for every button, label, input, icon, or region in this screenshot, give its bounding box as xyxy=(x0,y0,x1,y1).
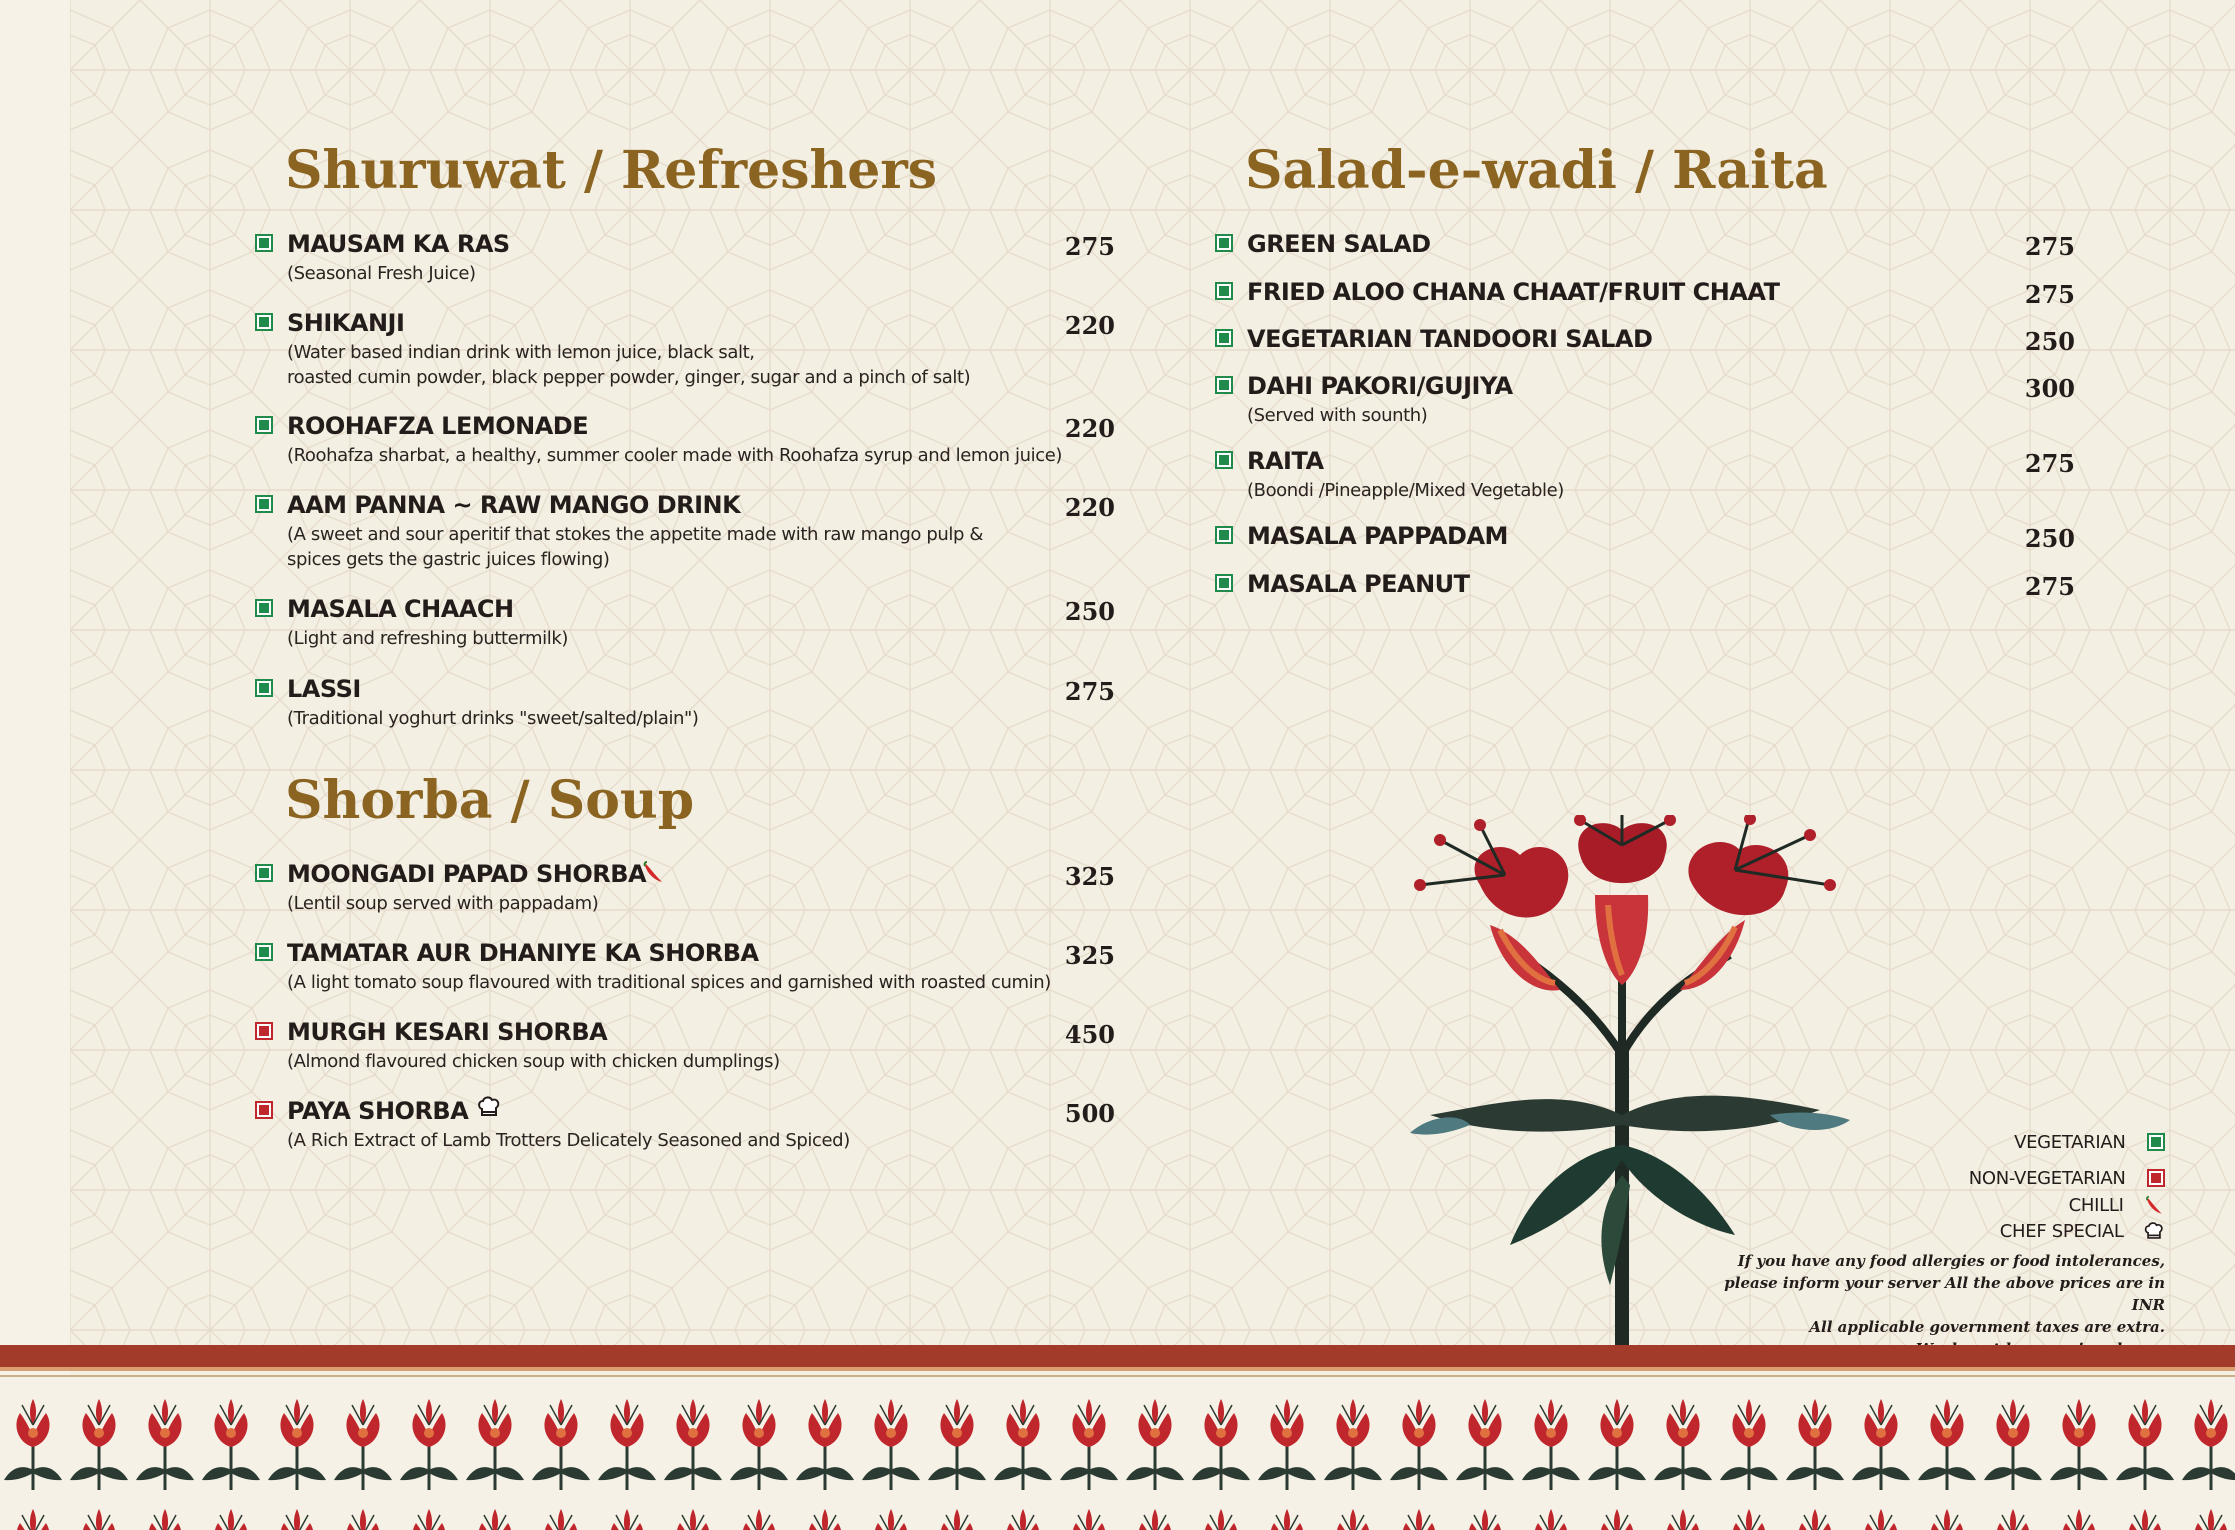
veg-icon xyxy=(1215,526,1233,544)
item-price: 500 xyxy=(1064,1099,1115,1128)
menu-item xyxy=(255,230,1115,290)
veg-icon xyxy=(255,313,273,331)
item-name: LASSI xyxy=(287,675,361,703)
item-price: 275 xyxy=(2024,449,2075,478)
legend-label: CHEF SPECIAL xyxy=(1999,1221,2124,1242)
legend xyxy=(1685,1130,2165,1340)
item-name: AAM PANNA ~ RAW MANGO DRINK xyxy=(287,491,741,519)
section-title-refreshers: Shuruwat / Refreshers xyxy=(285,140,938,201)
menu-item xyxy=(255,675,1115,735)
item-price: 275 xyxy=(2024,280,2075,309)
legend-chilli xyxy=(2069,1195,2165,1217)
item-price: 250 xyxy=(2024,327,2075,356)
veg-icon xyxy=(1215,574,1233,592)
item-price: 220 xyxy=(1064,414,1115,443)
section-title-soup: Shorba / Soup xyxy=(285,770,695,831)
item-description: (Water based indian drink with lemon juice, black salt, roasted cumin powder, black pepper powder, ginger, sugar and a pinch of salt) xyxy=(287,342,971,388)
note-line: please inform your server All the above prices are in INR xyxy=(1724,1274,2165,1314)
section-title-salad: Salad-e-wadi / Raita xyxy=(1245,140,1828,201)
note-line: All applicable government taxes are extra. xyxy=(1809,1318,2165,1336)
item-description: (Traditional yoghurt drinks "sweet/salted/plain") xyxy=(287,708,699,729)
menu-item xyxy=(1215,447,2075,507)
item-price: 275 xyxy=(2024,572,2075,601)
item-description: (Boondi /Pineapple/Mixed Vegetable) xyxy=(1247,480,1564,501)
item-name: PAYA SHORBA xyxy=(287,1097,469,1125)
legend-label: NON-VEGETARIAN xyxy=(1968,1168,2126,1189)
veg-icon xyxy=(255,599,273,617)
menu-item xyxy=(255,1097,1115,1157)
menu-item xyxy=(1215,570,2075,606)
item-description: (Seasonal Fresh Juice) xyxy=(287,263,476,284)
item-name: MOONGADI PAPAD SHORBA xyxy=(287,860,647,888)
item-price: 220 xyxy=(1064,493,1115,522)
item-price: 220 xyxy=(1064,311,1115,340)
legend-chef-special xyxy=(2000,1221,2165,1243)
item-name: TAMATAR AUR DHANIYE KA SHORBA xyxy=(287,939,759,967)
item-name: MAUSAM KA RAS xyxy=(287,230,510,258)
item-description: (Almond flavoured chicken soup with chicken dumplings) xyxy=(287,1051,780,1072)
veg-icon xyxy=(255,943,273,961)
chef-hat-icon xyxy=(477,1095,501,1121)
item-description: (A Rich Extract of Lamb Trotters Delicately Seasoned and Spiced) xyxy=(287,1130,850,1151)
item-name: DAHI PAKORI/GUJIYA xyxy=(1247,372,1513,400)
veg-icon xyxy=(1215,329,1233,347)
non-veg-icon xyxy=(255,1022,273,1040)
item-price: 450 xyxy=(1064,1020,1115,1049)
menu-item xyxy=(255,1018,1115,1078)
chili-icon xyxy=(640,860,666,886)
item-price: 300 xyxy=(2024,374,2075,403)
section-soup xyxy=(255,770,1115,1150)
menu-item xyxy=(1215,278,2075,314)
item-name: MASALA PAPPADAM xyxy=(1247,522,1508,550)
legend-non-vegetarian xyxy=(1969,1166,2165,1189)
item-name: MASALA PEANUT xyxy=(1247,570,1470,598)
veg-icon xyxy=(255,679,273,697)
veg-icon xyxy=(255,864,273,882)
item-price: 325 xyxy=(1064,862,1115,891)
item-price: 250 xyxy=(2024,524,2075,553)
non-veg-icon xyxy=(255,1101,273,1119)
item-name: VEGETARIAN TANDOORI SALAD xyxy=(1247,325,1653,353)
menu-item xyxy=(1215,522,2075,558)
item-description: (Served with sounth) xyxy=(1247,405,1428,426)
item-name: ROOHAFZA LEMONADE xyxy=(287,412,589,440)
item-price: 325 xyxy=(1064,941,1115,970)
item-name: MURGH KESARI SHORBA xyxy=(287,1018,608,1046)
veg-icon xyxy=(255,416,273,434)
item-description: (Roohafza sharbat, a healthy, summer cooler made with Roohafza syrup and lemon juice) xyxy=(287,445,1063,466)
veg-icon xyxy=(1215,451,1233,469)
veg-icon xyxy=(1215,282,1233,300)
left-margin-strip xyxy=(0,0,70,1530)
item-name: MASALA CHAACH xyxy=(287,595,514,623)
note-line: If you have any food allergies or food intolerances, xyxy=(1737,1252,2165,1270)
veg-icon xyxy=(1215,376,1233,394)
item-description: (A light tomato soup flavoured with traditional spices and garnished with roasted cumin) xyxy=(287,972,1051,993)
menu-item xyxy=(1215,325,2075,361)
legend-label: VEGETARIAN xyxy=(2014,1132,2126,1153)
chili-icon xyxy=(2143,1195,2165,1217)
item-description: (A sweet and sour aperitif that stokes the appetite made with raw mango pulp & spices gets the gastric juices flowing) xyxy=(287,524,983,570)
item-name: FRIED ALOO CHANA CHAAT/FRUIT CHAAT xyxy=(1247,278,1780,306)
menu-item xyxy=(255,491,1115,576)
menu-item xyxy=(1215,230,2075,266)
veg-icon xyxy=(2147,1133,2165,1151)
non-veg-icon xyxy=(2147,1169,2165,1187)
menu-item xyxy=(255,309,1115,394)
item-price: 250 xyxy=(1064,597,1115,626)
item-price: 275 xyxy=(1064,232,1115,261)
allergy-note xyxy=(1705,1250,2165,1360)
menu-item xyxy=(255,412,1115,472)
menu-item xyxy=(255,595,1115,655)
legend-label: CHILLI xyxy=(2068,1195,2124,1216)
section-salad xyxy=(1215,140,2075,620)
veg-icon xyxy=(1215,234,1233,252)
legend-vegetarian xyxy=(2014,1130,2165,1153)
item-name: SHIKANJI xyxy=(287,309,405,337)
item-name: RAITA xyxy=(1247,447,1324,475)
floral-border xyxy=(0,1345,2235,1530)
item-name: GREEN SALAD xyxy=(1247,230,1431,258)
menu-item xyxy=(255,860,1115,920)
item-description: (Lentil soup served with pappadam) xyxy=(287,893,599,914)
veg-icon xyxy=(255,495,273,513)
item-price: 275 xyxy=(2024,232,2075,261)
chef-hat-icon xyxy=(2143,1221,2165,1243)
item-price: 275 xyxy=(1064,677,1115,706)
veg-icon xyxy=(255,234,273,252)
menu-item xyxy=(1215,372,2075,432)
item-description: (Light and refreshing buttermilk) xyxy=(287,628,568,649)
menu-item xyxy=(255,939,1115,999)
section-refreshers xyxy=(255,140,1115,740)
